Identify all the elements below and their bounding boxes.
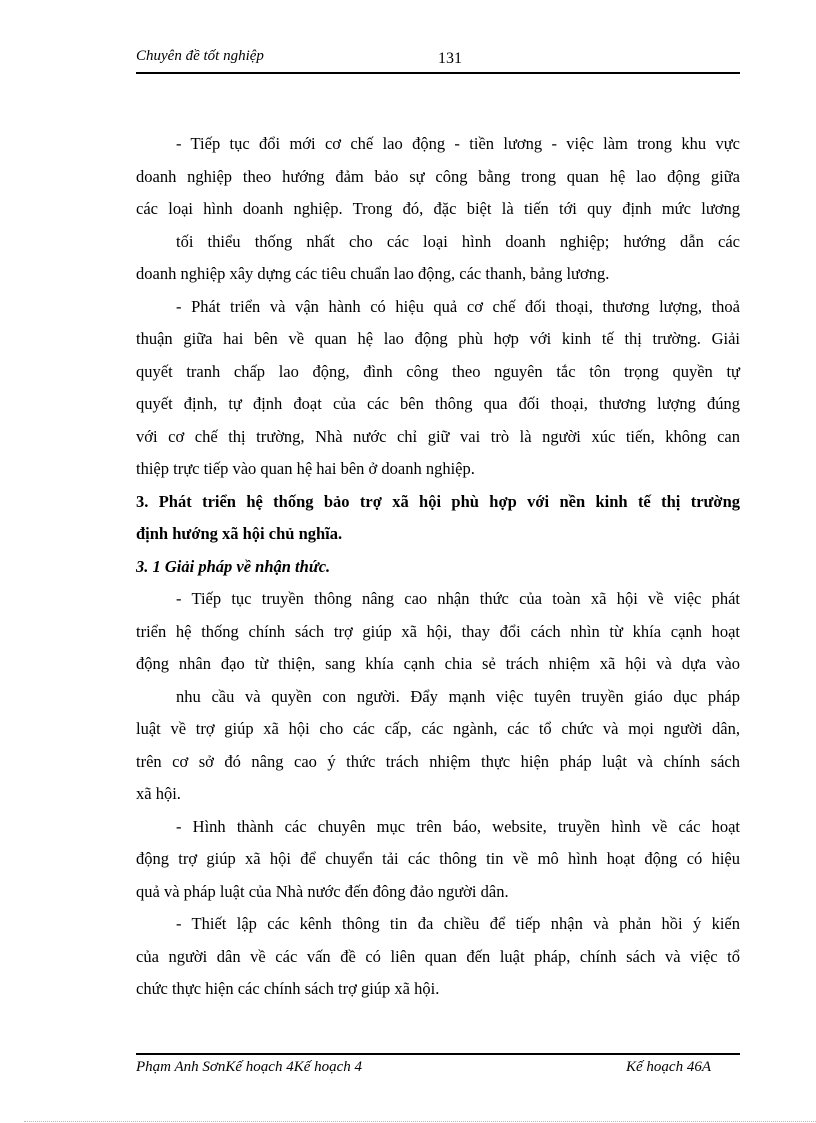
text-line: thiệp trực tiếp vào quan hệ hai bên ở doanh nghiệp. (136, 459, 475, 478)
page-header (136, 46, 740, 74)
text-line: - Tiếp tục đổi mới cơ chế lao động - tiền lương - việc làm trong khu vực (176, 134, 740, 153)
text-line: các loại hình doanh nghiệp. Trong đó, đặc biệt là tiến tới quy định mức lương (136, 199, 740, 218)
text-line: thuận giữa hai bên về quan hệ lao động phù hợp với kinh tế thị trường. Giải (136, 329, 740, 348)
text-line: động nhân đạo từ thiện, sang khía cạnh chia sẻ trách nhiệm xã hội và dựa vào (136, 654, 740, 673)
page-number: 131 (438, 50, 462, 67)
text-line: - Phát triển và vận hành có hiệu quả cơ chế đối thoại, thương lượng, thoả (176, 296, 740, 316)
text-line: quả và pháp luật của Nhà nước đến đông đảo người dân. (136, 881, 509, 901)
text-line: xã hội. (136, 784, 181, 803)
text-line: động trợ giúp xã hội để chuyển tải các thông tin về mô hình hoạt động có hiệu (136, 849, 740, 868)
text-line: - Hình thành các chuyên mục trên báo, website, truyền hình về các hoạt (176, 816, 740, 836)
text-line: trên cơ sở đó nâng cao ý thức trách nhiệm thực hiện pháp luật và chính sách (136, 751, 740, 771)
text-line: quyết tranh chấp lao động, đình công theo nguyên tắc tôn trọng quyền tự (136, 361, 740, 381)
subsection-heading: 3. 1 Giải pháp về nhận thức. (136, 556, 331, 576)
text-line: doanh nghiệp theo hướng đảm bảo sự công bằng trong quan hệ lao động giữa (136, 166, 740, 186)
text-line: triển hệ thống chính sách trợ giúp xã hội, thay đổi cách nhìn từ khía cạnh hoạt (136, 621, 740, 641)
footer-author: Phạm Anh SơnKế hoạch 4Kế hoạch 4 (136, 1059, 363, 1075)
text-line: quyết định, tự định đoạt của các bên thông qua đối thoại, thương lượng đúng (136, 394, 740, 413)
page-footer (136, 1053, 740, 1079)
section-heading: định hướng xã hội chủ nghĩa. (136, 524, 343, 543)
text-line: tối thiểu thống nhất cho các loại hình doanh nghiệp; hướng dẫn các (176, 231, 740, 251)
section-heading: 3. Phát triển hệ thống bảo trợ xã hội phù hợp với nền kinh tế thị trường (136, 491, 740, 511)
text-line: với cơ chế thị trường, Nhà nước chỉ giữ vai trò là người xúc tiến, không can (136, 426, 740, 446)
text-line: - Tiếp tục truyền thông nâng cao nhận thức của toàn xã hội về việc phát (176, 589, 740, 608)
page-bottom-divider (24, 1121, 816, 1122)
footer-class: Kế hoạch 46A (626, 1059, 711, 1075)
text-line: của người dân về các vấn đề có liên quan đến luật pháp, chính sách và việc tổ (136, 946, 740, 966)
text-line: nhu cầu và quyền con người. Đẩy mạnh việc tuyên truyền giáo dục pháp (176, 686, 740, 706)
document-title: Chuyên đề tốt nghiệp (136, 48, 264, 64)
text-line: luật về trợ giúp xã hội cho các cấp, các ngành, các tổ chức và mọi người dân, (136, 719, 740, 738)
text-line: - Thiết lập các kênh thông tin đa chiều để tiếp nhận và phản hồi ý kiến (176, 914, 740, 933)
text-line: doanh nghiệp xây dựng các tiêu chuẩn lao động, các thanh, bảng lương. (136, 264, 610, 283)
text-line: chức thực hiện các chính sách trợ giúp xã hội. (136, 979, 440, 998)
document-body (136, 128, 740, 1006)
